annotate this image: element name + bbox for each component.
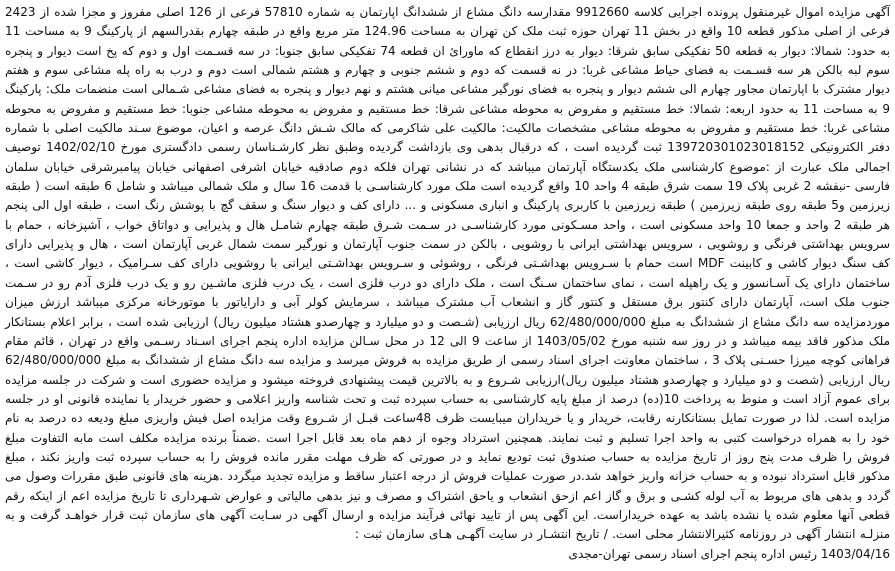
auction-notice-body: آگهی مزایده اموال غیرمنقول پرونده اجرایی کلاسه 9912660 مقدارسه دانگ مشاع از ششدانگ اپارتمان به شماره 57810 فرعی از 126 اصلی مفروز و مجزا شده از 2423 فرعی از اصلی مذکور قطعه 10 واقع در بخش 11 تهران حوزه ثبت ملک کن تهران به مساحت 124.96 متر مربع واقع در طبقه چهارم بقدرالسهم از پارکینگ 9 به مساحت 11 به حدود: شمالا: دیوار به قطعه 50 تفکیکی سابق شرقا: دیوار به درز انقطاع که ماورائ ان قطعه 74 تفکیکی سابق جنوبا: در سه قسـمت اول و دوم که پخ است دیوار و پنجره سوم لبه بالکن هر سه قسـمت به فضای حیاط مشاعی غربا: در نه قسمت که دوم و ششم جنوبی و چهارم و هشتم شمالی است دوم و درب به راه پله مشاعی سوم و هفتم دیوار مشترک با اپارتمان مجاور چهارم الی ششم دیوار و پنجره به فضای نورگیر مشاعی میانی هشتم و نهم دیوار و پنجره به فضای مشاعی شـمالی است منضمات ملک: پارکینگ 9 به مساحت 11 به حدود اربعه: شمالا: خط مستقیم و مفروض به محوطه مشاعی شرقا: خط مستقیم و مفروض به محوطه مشاعی جنوبا: خط مستقیم و مفروض به محوطه مشاعی غربا: خط مستقیم و مفروض به محوطه مشاعی مشخصات مالکیت: مالکیت علی شاکرمی که مالک شـش دانگ عرصه و اعیان، موضوع سـند مالکیت اصلی با شماره دفتر الکترونیکی 139720301023018152 ثبت گردیده است ، که درقبال بدهی وی بازداشت گردیده وطبق نظر کارشـناسان رسمی دادگستری مورخ 1402/02/10 توصیف اجمالی ملک عبارت از :موضوع کارشناسی ملک یکدستگاه آپارتمان میباشد که در نشانی تهران فلکه دوم صادقیه خیابان اشرفی اصفهانی خیابان پیامبرشرقی خیابان سلمان فارسی -نبفشه 2 غربی پلاک 19 سمت شرق طبقه 4 واحد 10 واقع گردیده است ملک مورد کارشناسـی با قدمت 16 سال و ملک شمالی میباشد و شامل 6 طبقه است ( طبقه زیرزمین و5 طبقه روی طبقه زیرزمین ) طبقه زیرزمین با کاربری پارکینگ و انباری مسکونی و ... دارای کف و دیوار سنگ و سقف گچ با پوشش رنگ است ، طبقه اول الی پنجم هر طبقه 2 واحد و جمعا 10 واحد مسکونی است ، واحد مسـکونی مورد کارشناسـی در سـمت شـرق طبقه چهارم شامـل هال و پذیرایی و دواتاق خواب ، آشپزخانه ، حمام با سرویس بهداشتی فرنگی و روشویی ، سرویس بهداشتی ایرانی با روشویی ، بالکن در سمت جنوب آپارتمان و نورگیر سمت شمال غربی آپارتمان است ، هال و پذیرایی دارای کف سنگ دیوار کاشی و کابینت MDF است حمام با سـرویس بهداشـتی فرنگی ، روشوئی و سـرویس بهداشـتی ایرانی با روشویی دارای کف سـرامیک ، دیوار کاشی است ، ساختمان دارای یک آسـانسور و یک راهپله است ، نمای ساختمان سـنگ است ، ملک دارای دو درب فلزی است ، یک درب فلزی ماشـین رو و یک درب فلزی آدم رو در سـمت جنوب ملک است، آپارتمان دارای کنتور برق مستقل و کنتور گاز و انشعاب آب مشترک میباشد ، سرمایش کولر آبی و دارایاتور با موتورخانه مرکزی میباشد ارزش میزان موردمزایده سه دانگ مشاع از ششدانگ به مبلغ 62/480/000/000 ریال ارزیابی (شـصت و دو میلیارد و چهارصدو هشتاد میلیون ریال) ارزیابی شده است ، برابر اعلام بستانکار ملک مذکور فاقد بیمه میباشد و در روز سه شنبه مورخ 1403/05/02 از ساعت 9 الی 12 در محل سـالن مزایده اداره پنجم اجرای اسـناد رسـمی واقع در تهران ، قائم مقام فراهانی کوچه میرزا حسـنی پلاک 3 ، ساختمان معاونت اجرای اسناد رسمی از طریق مزایده به فروش میرسد و مزایده سه دانگ مشاع از ششدانگ به مبلغ 62/480/000/000 ریال ارزیابی (شصت و دو میلیارد و چهارصدو هشتاد میلیون ریال)ارزیابی شـروع و به بالاترین قیمت پیشنهادی فروخته میشود و مزایده حضوری است و شرکت در جلسه مزایده برای عموم آزاد است و منوط به پرداخت 10(ده) درصد از مبلغ پایه کارشناسی به حساب سپرده ثبت و تحت شناسه واریز اعلامی و حضور خریدار یا نماینده قانونی او در جلسه مزایده است. لذا در صورت تمایل بستانکارنه رقابت، خریدار و یا خریداران میبایست ظرف 48ساعت قبـل از شـروع وقت مزایده اصل فیش واریزی مبلغ ودیعه ده درصد به نام خود را به همراه درخواست کتبی به واحد اجرا تسلیم و ثبت نمایند. همچنین استرداد وجوه از دهم ماه بعد قابل اجرا است .ضمناً برنده مزایده مکلف است مابه التفاوت مبلغ فروش را ظرف مدت پنج روز از تاریخ مزایده به حساب صندوق ثبت تودیع نماید و در صورتی که ظرف مهلت مقرر مانده فروش را به حساب سپرده ثبت واریز نکند ، مبلغ مذکور قابل استرداد نبوده و به حساب خزانه واریز خواهد شد.در صورت عملیات فروش از درجه اعتبار ساقط و مزایده تجدید میگردد .هزینه های قانونی طبق مقررات وصول می گردد و بدهی های مربوط به آب لوله کشـی و برق و گاز اعم ازحق انشعاب و یاحق اشتراک و مصرف و نیز بدهی مالیاتی و عوارض شـهرداری تا تاریخ مزایده اعم از اینکه رقم قطعی آنها معلوم شده یا نشده باشد به عهده خریداراست. این آگهی پس از تایید نهائی فرآیند مزایده و ارسال آگهی در سـایت آگهی های سازمان ثبت قرار خواهـد گرفت و به منزلـه انتشار آگهی در روزنامه کثیرالانتشار محلی است. / تاریخ انتشـار در سایت آگهـی هـای سازمان ثبت : [5,5,891,542]
notice-date-signature: 1403/04/16 رئیس اداره پنجم اجرای اسناد رسمی تهران-مجدی [568,546,890,561]
